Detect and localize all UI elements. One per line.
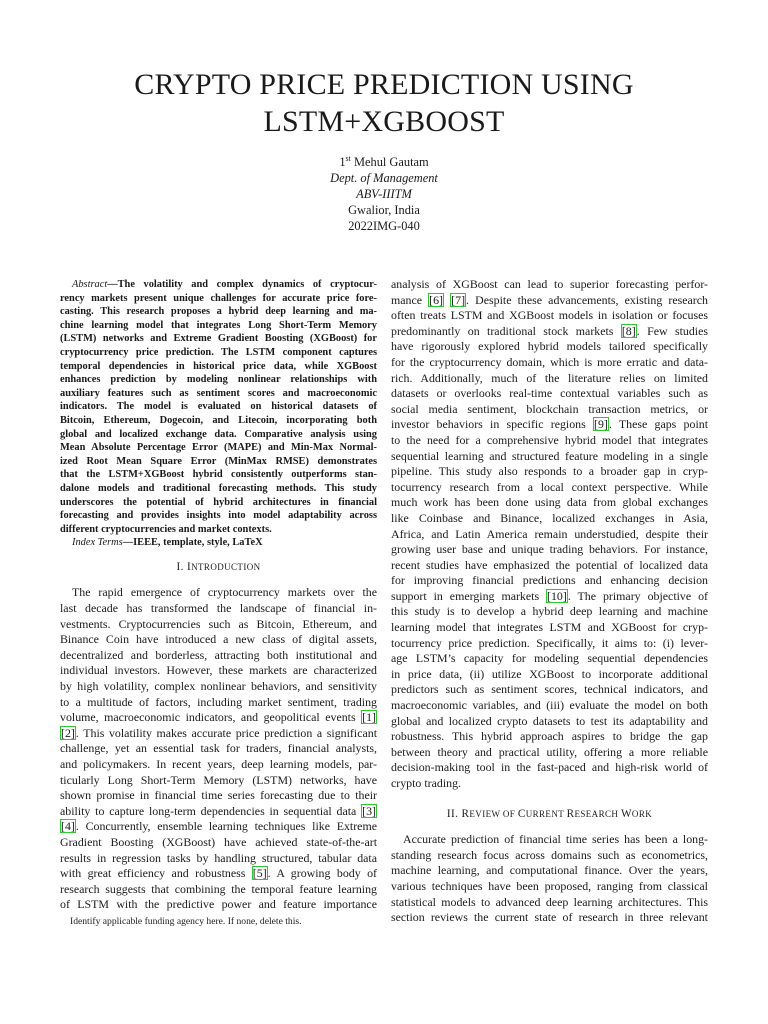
- intro-line: predominantly on traditional stock markets [8]. Few studies: [391, 323, 708, 338]
- intro-line: age LSTM’s capacity for modeling sequential dependencies: [391, 651, 708, 666]
- abstract-line: Abstract—The volatility and complex dynamics of cryptocur-: [72, 279, 377, 290]
- abstract-line: Bitcoin, Ethereum, Dogecoin, and Litecoin, incorporating both: [60, 414, 377, 426]
- author-ordinal: 1: [339, 155, 346, 169]
- abstract-line: dalone models and traditional forecasting methods. This study: [60, 482, 377, 494]
- author-organization: ABV-IIITM: [356, 187, 412, 201]
- index-terms-text: —IEEE, template, style, LaTeX: [122, 537, 263, 549]
- abstract-line: different cryptocurrencies and market contexts.: [60, 523, 272, 535]
- abstract-label: Abstract: [72, 279, 108, 290]
- citation-link[interactable]: [2]: [61, 725, 75, 740]
- intro-line: ability to capture long-term dependencies in sequential data [3]: [60, 803, 376, 818]
- abstract-line: global and localized exchange data. Comparative analysis using: [60, 428, 377, 440]
- abstract-line: cryptocurrency price prediction. The LSTM component captures: [60, 346, 377, 358]
- intro-line: predictors such as sentiment scores, technical indicators, and: [391, 682, 708, 697]
- intro-line: sequential learning and structured feature modeling in a single: [391, 448, 708, 463]
- intro-line: macroeconomic variables, and (iii) evaluate the model on both: [391, 698, 708, 713]
- intro-line: of LSTM with the predictive power and feature importance: [60, 897, 377, 912]
- intro-line: to the need for a comprehensive hybrid model that integrates: [391, 432, 708, 447]
- intro-line: robustness. This hybrid approach aspires to bridge the gap: [391, 729, 708, 744]
- intro-line: individual investors. However, these markets are characterized: [60, 663, 377, 678]
- review-line: various techniques have been proposed, ranging from classical: [391, 878, 708, 893]
- intro-line: decision-making tool in the fast-paced and high-risk world of: [391, 760, 708, 775]
- intro-line: [2]. This volatility makes accurate price prediction a significant: [61, 725, 377, 740]
- abstract-line: casting. This research proposes a hybrid deep learning and ma-: [60, 306, 377, 318]
- intro-line: between theory and practical utility, offering a more reliable: [391, 744, 708, 759]
- intro-line: rich. Additionally, much of the literature relies on limited: [391, 370, 708, 385]
- author-city: Gwalior, India: [348, 203, 420, 217]
- intro-line: for the cryptocurrency domain, which is more erratic and data-: [391, 354, 708, 369]
- intro-line: Africa, and Latin America remain understudied, despite their: [391, 526, 708, 541]
- abstract-line: forecasting and provides insights into model adaptability across: [60, 510, 377, 522]
- review-line: standing research focus across domains such as econometrics,: [391, 847, 708, 862]
- abstract-line: indicators. The model is evaluated on historical datasets of: [60, 401, 377, 413]
- intro-line: and policymakers. In recent years, deep learning models, par-: [60, 757, 377, 771]
- intro-line: results in regression tasks by handling structured, tabular data: [60, 850, 377, 865]
- citation-link[interactable]: [3]: [362, 803, 376, 818]
- intro-line: investor behaviors in specific regions [9]. These gaps point: [391, 417, 708, 432]
- title-line-1: CRYPTO PRICE PREDICTION USING: [134, 68, 634, 101]
- review-line: machine learning, and computational finance. Over the years,: [391, 863, 708, 878]
- section-heading-review: II. REVIEW OF CURRENT RESEARCH WORK: [446, 807, 653, 820]
- intro-line: recent studies have emphasized the potential of localized data: [391, 557, 708, 572]
- intro-line: Binance Coin have introduced a new class of digital assets,: [60, 632, 377, 647]
- author-id: 2022IMG-040: [348, 219, 420, 233]
- intro-line: in price data, (ii) utilize XGBoost to incorporate additional: [391, 666, 708, 681]
- author-name: Mehul Gautam: [353, 155, 429, 169]
- intro-line: mance [6] [7]. Despite these advancements, existing research: [391, 292, 708, 307]
- intro-line: decentralized and borderless, attracting both institutional and: [60, 647, 377, 662]
- intro-line: [4]. Concurrently, ensemble learning techniques like Extreme: [61, 819, 377, 834]
- intro-line: with great efficiency and robustness [5]. A growing body of: [60, 866, 377, 881]
- review-line: Accurate prediction of financial time series has been a long-: [403, 832, 708, 847]
- intro-line: crypto trading.: [391, 776, 462, 790]
- abstract-line: Mean Absolute Percentage Error (MAPE) and Min-Max Normal-: [60, 442, 377, 454]
- intro-line: social media sentiment, blockchain transaction metrics, or: [391, 401, 708, 416]
- abstract-line: (LSTM) networks and Extreme Gradient Boosting (XGBoost) for: [60, 333, 377, 345]
- left-column: [60, 278, 377, 913]
- citation-link[interactable]: [1]: [362, 710, 376, 725]
- intro-line: challenge, yet an essential task for traders, financial analysts,: [60, 741, 377, 756]
- abstract-line: rency markets present unique challenges for accurate price fore-: [60, 292, 377, 304]
- abstract-line: underscores the potential of hybrid architectures in financial: [60, 496, 377, 508]
- intro-line: support in emerging markets [10]. The primary objective of: [391, 588, 708, 603]
- intro-line: Gradient Boosting (XGBoost) have achieved state-of-the-art: [60, 834, 377, 849]
- intro-line: tocurrency price prediction. Specifically, it aims to: (i) lever-: [391, 635, 708, 650]
- paper-title: [60, 66, 708, 140]
- author-department: Dept. of Management: [330, 171, 438, 185]
- intro-line: last decade has transformed the landscape of financial in-: [60, 601, 377, 616]
- intro-line: shown promise in financial time series forecasting due to their: [60, 788, 377, 803]
- abstract-line: enhances prediction by modeling nonlinear relationships with: [60, 374, 377, 386]
- section-heading-introduction: I. INTRODUCTION: [176, 560, 261, 573]
- author-ordinal-suffix: st: [345, 154, 351, 163]
- intro-line: for improving financial predictions and enhancing decision: [391, 573, 708, 588]
- intro-line: research suggests that combining the temporal feature learning: [60, 881, 377, 896]
- intro-line: volume, macroeconomic indicators, and geopolitical events [1]: [60, 710, 376, 725]
- citation-link[interactable]: [4]: [61, 819, 75, 834]
- abstract-line: chine learning model that integrates Long Short-Term Memory: [60, 319, 377, 331]
- intro-line: this study is to develop a hybrid deep learning and machine: [391, 604, 708, 619]
- abstract-line: auxiliary features such as sentiment scores and macroeconomic: [60, 387, 377, 399]
- index-terms-label: Index Terms: [72, 537, 123, 549]
- intro-line: to a multitude of factors, including market sentiment, trading: [60, 694, 377, 709]
- citation-link[interactable]: [7]: [451, 292, 466, 307]
- intro-line: by high volatility, complex nonlinear behaviors, and sensitivity: [60, 679, 377, 694]
- intro-line: The rapid emergence of cryptocurrency markets over the: [72, 585, 377, 600]
- citation-link[interactable]: [8]: [621, 323, 636, 338]
- citation-link[interactable]: [10]: [547, 588, 567, 603]
- intro-line: growing user base and unique trading behaviors. For instance,: [391, 542, 708, 557]
- intro-line: tocurrency research from a local context perspective. While: [391, 479, 708, 494]
- citation-link[interactable]: [6]: [429, 292, 444, 307]
- citation-link[interactable]: [5]: [252, 866, 267, 881]
- intro-line: much work has been done using data from global exchanges: [391, 495, 708, 510]
- abstract: [60, 278, 377, 550]
- review-line: section reviews the current state of research in three relevant: [391, 910, 708, 925]
- abstract-line: temporal dependencies in historical price data, while XGBoost: [60, 360, 377, 372]
- intro-line: like Coinbase and Binance, localized exchanges in Asia,: [391, 510, 708, 525]
- index-terms: [60, 536, 377, 550]
- citation-link[interactable]: [9]: [594, 417, 608, 432]
- author-name-line: [184, 154, 584, 170]
- intro-line: datasets or overlooks real-time contextual variables such as: [391, 386, 708, 401]
- funding-footnote: Identify applicable funding agency here. If none, delete this.: [70, 916, 302, 927]
- intro-line: ticularly Long Short-Term Memory (LSTM) networks, have: [60, 772, 377, 787]
- intro-line: often treats LSTM and XGBoost models in isolation or focuses: [391, 308, 708, 323]
- intro-line: have rigorously explored hybrid models tailored specifically: [391, 339, 708, 354]
- abstract-line: that the LSTM+XGBoost hybrid consistently outperforms stan-: [60, 469, 377, 481]
- intro-line: vestments. Cryptocurrencies such as Bitcoin, Ethereum, and: [60, 616, 377, 631]
- author-block: [184, 154, 584, 234]
- intro-line: analysis of XGBoost can lead to superior forecasting perfor-: [391, 277, 708, 291]
- title-line-2: LSTM+XGBOOST: [263, 105, 505, 138]
- intro-line: pipeline. This study also responds to a broader gap in cryp-: [391, 464, 708, 479]
- intro-line: learning model that integrates LSTM and XGBoost for cryp-: [391, 620, 708, 635]
- right-column: [391, 277, 708, 926]
- review-line: statistical models to advanced deep learning architectures. This: [391, 894, 708, 909]
- abstract-line: ized Root Mean Square Error (MinMax RMSE) demonstrates: [60, 455, 377, 467]
- intro-line: global and localized crypto datasets to test its adaptability and: [391, 713, 708, 728]
